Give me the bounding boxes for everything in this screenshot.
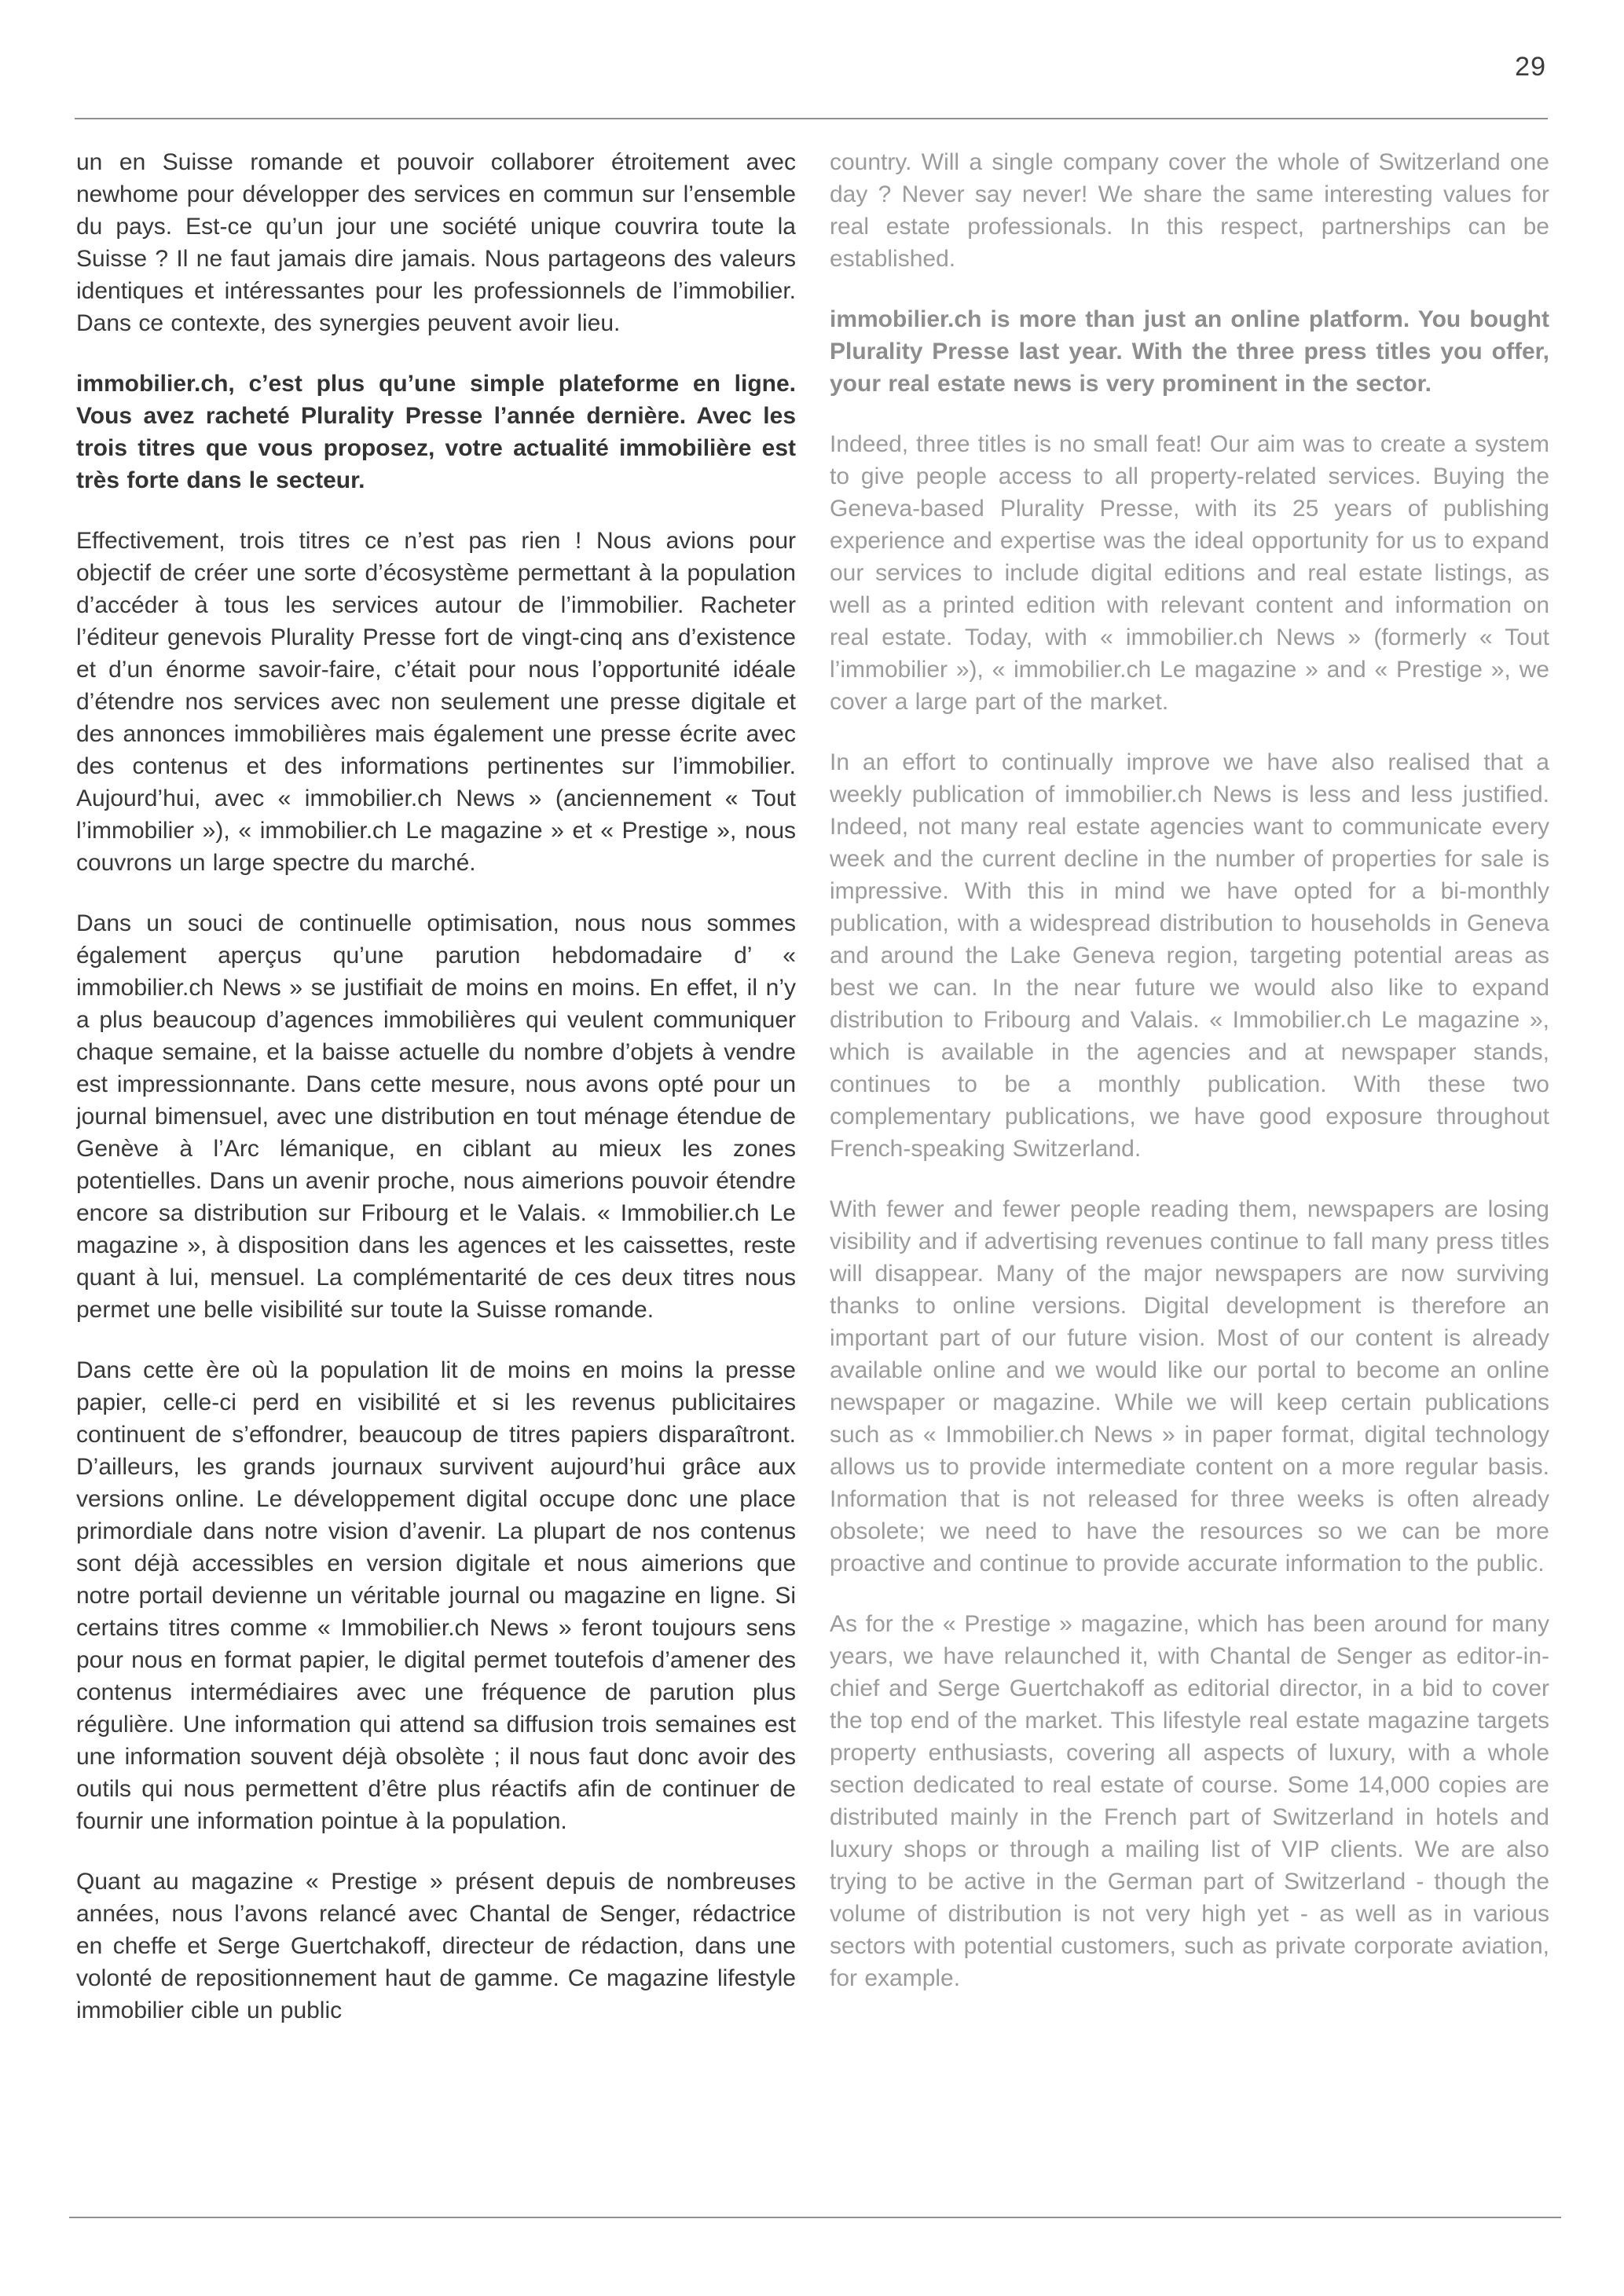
- fr-paragraph-6: Quant au magazine « Prestige » présent depuis de nombreuses années, nous l’avons relancé avec Chantal de Senger, rédactrice en cheffe et Serge Guertchakoff, directeur de rédaction, dans une volonté de repositionnement haut de gamme. Ce magazine lifestyle immobilier cible un public: [76, 1869, 796, 2023]
- fr-paragraph-5: Dans cette ère où la population lit de moins en moins la presse papier, celle-ci perd en visibilité et si les revenus publicitaires continuent de s’effondrer, beaucoup de titres papiers disparaîtront. D’ailleurs, les grands journaux survivent aujourd’hui grâce aux versions online. Le développement digital occupe donc une place primordiale dans notre vision d’avenir. La plupart de nos contenus sont déjà accessibles en version digitale et nous aimerions que notre portail devienne un véritable journal ou magazine en ligne. Si certains titres comme « Immobilier.ch News » feront toujours sens pour nous en format papier, le digital permet toutefois d’amener des contenus intermédiaires avec une fréquence de parution plus régulière. Une information qui attend sa diffusion trois semaines est une information souvent déjà obsolète ; il nous faut donc avoir des outils qui nous permettent d’être plus réactifs afin de continuer de fournir une information pointue à la population.: [76, 1357, 796, 1834]
- en-paragraph-5: With fewer and fewer people reading them, newspapers are losing visibility and if advertising revenues continue to fall many press titles will disappear. Many of the major newspapers are now surviving thanks to online versions. Digital development is therefore an important part of our future vision. Most of our content is already available online and we would like our portal to become an online newspaper or magazine. While we will keep certain publications such as « Immobilier.ch News » in paper format, digital technology allows us to provide intermediate content on a more regular basis. Information that is not released for three weeks is often already obsolete; we need to have the resources so we can be more proactive and continue to provide accurate information to the public.: [830, 1196, 1549, 1576]
- en-paragraph-3: Indeed, three titles is no small feat! Our aim was to create a system to give people access to all property-related services. Buying the Geneva-based Plurality Presse, with its 25 years of publishing experience and expertise was the ideal opportunity for us to expand our services to include digital editions and real estate listings, as well as a printed edition with relevant content and information on real estate. Today, with « immobilier.ch News » (formerly « Tout l’immobilier »), « immobilier.ch Le magazine » and « Prestige », we cover a large part of the market.: [830, 431, 1549, 715]
- en-paragraph-4: In an effort to continually improve we have also realised that a weekly publication of immobilier.ch News is less and less justified. Indeed, not many real estate agencies want to communicate every week and the current decline in the number of properties for sale is impressive. With this in mind we have opted for a bi-monthly publication, with a widespread distribution to households in Geneva and around the Lake Geneva region, targeting potential areas as best we can. In the near future we would also like to expand distribution to Fribourg and Valais. « Immobilier.ch Le magazine », which is available in the agencies and at newspaper stands, continues to be a monthly publication. With these two complementary publications, we have good exposure throughout French-speaking Switzerland.: [830, 749, 1549, 1162]
- top-divider-line: [75, 118, 1548, 119]
- fr-question-paragraph: immobilier.ch, c’est plus qu’une simple plateforme en ligne. Vous avez racheté Plurality Presse l’année dernière. Avec les trois titres que vous proposez, votre actualité immobilière est très forte dans le secteur.: [76, 371, 796, 493]
- page-number: 29: [1515, 52, 1546, 82]
- column-french: [76, 146, 796, 2208]
- fr-paragraph-4: Dans un souci de continuelle optimisation, nous nous sommes également aperçus qu’une parution hebdomadaire d’ « immobilier.ch News » se justifiait de moins en moins. En effet, il n’y a plus beaucoup d’agences immobilières qui veulent communiquer chaque semaine, et la baisse actuelle du nombre d’objets à vendre est impressionnante. Dans cette mesure, nous avons opté pour un journal bimensuel, avec une distribution en tout ménage étendue de Genève à l’Arc lémanique, en ciblant au mieux les zones potentielles. Dans un avenir proche, nous aimerions pouvoir étendre encore sa distribution sur Fribourg et le Valais. « Immobilier.ch Le magazine », à disposition dans les agences et les caissettes, reste quant à lui, mensuel. La complémentarité de ces deux titres nous permet une belle visibilité sur toute la Suisse romande.: [76, 910, 796, 1323]
- article-columns: [76, 146, 1550, 2208]
- fr-paragraph-3: Effectivement, trois titres ce n’est pas rien ! Nous avions pour objectif de créer une sorte d’écosystème permettant à la population d’accéder à tous les services autour de l’immobilier. Racheter l’éditeur genevois Plurality Presse fort de vingt-cinq ans d’existence et d’un énorme savoir-faire, c’était pour nous l’opportunité idéale d’étendre nos services avec non seulement une presse digitale et des annonces immobilières mais également une presse écrite avec des contenus et des informations pertinentes sur l’immobilier. Aujourd’hui, avec « immobilier.ch News » (anciennement « Tout l’immobilier »), « immobilier.ch Le magazine » et « Prestige », nous couvrons un large spectre du marché.: [76, 528, 796, 876]
- en-question-paragraph: immobilier.ch is more than just an online platform. You bought Plurality Presse last year. With the three press titles you offer, your real estate news is very prominent in the sector.: [830, 306, 1549, 397]
- bottom-divider-line: [69, 2217, 1561, 2218]
- column-english: [830, 146, 1549, 2208]
- fr-paragraph-1: un en Suisse romande et pouvoir collaborer étroitement avec newhome pour développer des services en commun sur l’ensemble du pays. Est-ce qu’un jour une société unique couvrira toute la Suisse ? Il ne faut jamais dire jamais. Nous partageons des valeurs identiques et intéressantes pour les professionnels de l’immobilier. Dans ce contexte, des synergies peuvent avoir lieu.: [76, 149, 796, 336]
- en-paragraph-1: country. Will a single company cover the whole of Switzerland one day ? Never say never! We share the same interesting values for real estate professionals. In this respect, partnerships can be established.: [830, 149, 1549, 272]
- en-paragraph-6: As for the « Prestige » magazine, which has been around for many years, we have relaunched it, with Chantal de Senger as editor-in-chief and Serge Guertchakoff as editorial director, in a bid to cover the top end of the market. This lifestyle real estate magazine targets property enthusiasts, covering all aspects of luxury, with a whole section dedicated to real estate of course. Some 14,000 copies are distributed mainly in the French part of Switzerland in hotels and luxury shops or through a mailing list of VIP clients. We are also trying to be active in the German part of Switzerland - though the volume of distribution is not very high yet - as well as in various sectors with potential customers, such as private corporate aviation, for example.: [830, 1611, 1549, 1991]
